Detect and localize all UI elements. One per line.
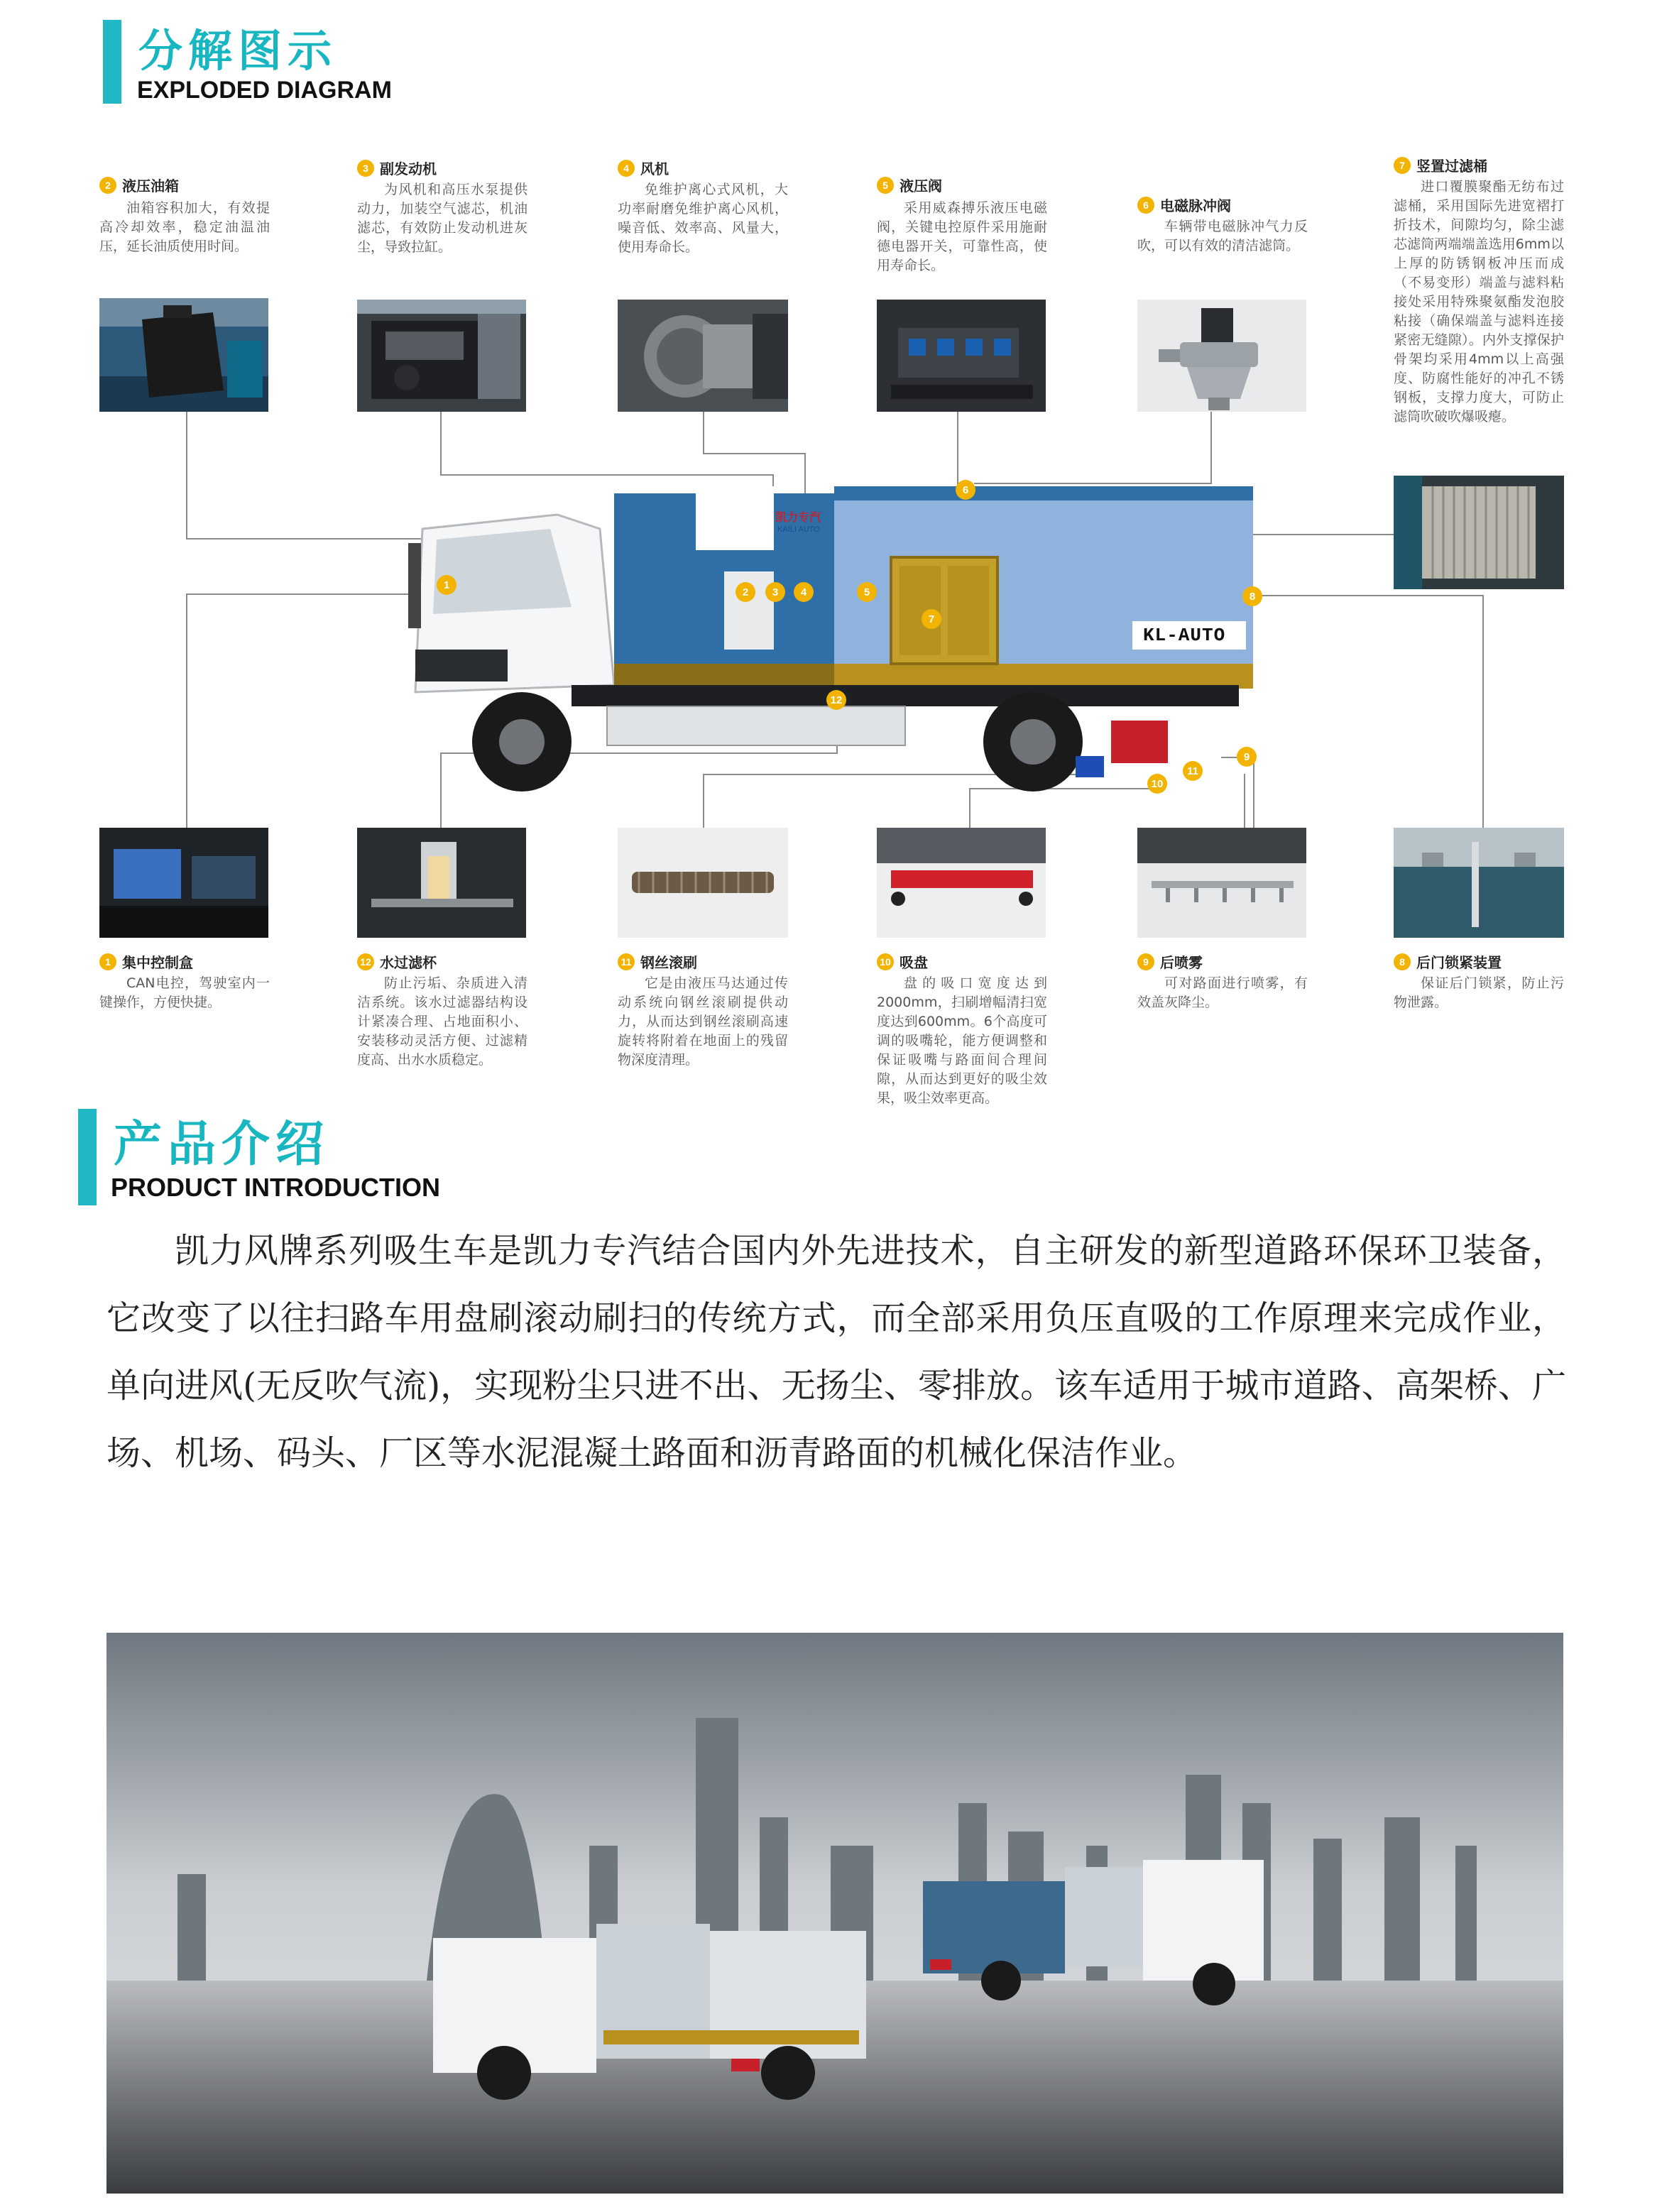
- rear-door-lock-image: [1394, 828, 1564, 938]
- photo-rear-door-lock: [1394, 828, 1564, 938]
- truck-badge-9: 9: [1237, 747, 1257, 767]
- number-badge: 8: [1394, 953, 1411, 970]
- photo-hydraulic-tank: [99, 298, 268, 412]
- number-badge: 1: [99, 953, 116, 970]
- photo-water-filter: [357, 828, 526, 938]
- photo-control-box: [99, 828, 268, 938]
- number-badge: 6: [1137, 197, 1154, 214]
- item-title-fan: [618, 158, 669, 178]
- item-desc-wire-brush: 它是由液压马达通过传动系统向钢丝滚刷提供动力，从而达到钢丝滚刷高速旋转将附着在地面上的残留物深度清理。: [618, 975, 788, 1068]
- item-title-wire-brush: [618, 951, 697, 972]
- item-title-control-box: [99, 951, 193, 972]
- connector-line: [186, 412, 187, 540]
- item-title-rear-spray: [1137, 951, 1203, 972]
- item-desc-aux-engine: 为风机和高压水泵提供动力，加装空气滤芯，机油滤芯，有效防止发动机进灰尘，导致拉缸。: [357, 182, 527, 255]
- hero-city-image: [106, 1633, 1563, 2194]
- item-title-text: 液压油箱: [122, 177, 179, 195]
- truck-badge-6: 6: [956, 480, 975, 500]
- number-badge: 9: [1137, 953, 1154, 970]
- truck-badge-12: 12: [826, 690, 846, 710]
- item-desc-control-box: CAN电控，驾驶室内一键操作，方便快捷。: [99, 975, 270, 1010]
- item-desc-water-filter: 防止污垢、杂质进入清洁系统。该水过滤器结构设计紧凑合理、占地面积小、安装移动灵活方便、过滤精度高、出水水质稳定。: [357, 975, 527, 1068]
- wire-brush-image: [618, 828, 788, 938]
- item-title-filter-drum: [1394, 155, 1487, 175]
- item-desc-filter-drum: 进口覆膜聚酯无纺布过滤桶，采用国际先进宽褶打折技术，间隙均匀，除尘滤芯滤筒两端端盖选用6mm以上厚的防锈钢板冲压而成（不易变形）端盖与滤料粘接处采用特殊聚氨酯发泡胶粘接（确保端盖与滤料连接紧密无缝隙）。内外支撑保护骨架均采用4mm以上高强度、防腐性能好的冲孔不锈钢板，支撑力度大，可防止滤筒吹破吹爆吸瘪。: [1394, 179, 1564, 425]
- photo-aux-engine: [357, 300, 526, 412]
- item-title-text: 后喷雾: [1160, 954, 1203, 971]
- item-title-water-filter: [357, 951, 437, 972]
- truck-badge-8: 8: [1242, 586, 1262, 606]
- number-badge: 2: [99, 177, 116, 194]
- item-title-rear-door-lock: [1394, 951, 1502, 972]
- photo-pulse-valve: [1137, 300, 1306, 412]
- item-title-text: 后门锁紧装置: [1416, 954, 1502, 971]
- number-badge: 7: [1394, 157, 1411, 174]
- number-badge: 12: [357, 953, 374, 970]
- photo-rear-spray: [1137, 828, 1306, 938]
- item-desc-suction-disc: 盘的吸口宽度达到2000mm，扫刷增幅清扫宽度达到600mm。6个高度可调的吸嘴轮，能方便调整和保证吸嘴与路面间合理间隙，从而达到更好的吸尘效果，吸尘效率更高。: [877, 975, 1047, 1106]
- item-desc-rear-door-lock: 保证后门锁紧，防止污物泄露。: [1394, 975, 1564, 1010]
- truck-brand-plate: KL-AUTO: [1143, 625, 1226, 646]
- truck-logo-sub: KAILI AUTO: [777, 525, 820, 534]
- truck-badge-2: 2: [736, 582, 755, 602]
- item-title-hydraulic-tank: [99, 175, 179, 195]
- number-badge: 5: [877, 177, 894, 194]
- truck-badge-3: 3: [765, 582, 785, 602]
- item-desc-hydraulic-tank: 油箱容积加大，有效提高冷却效率，稳定油温油压，延长油质使用时间。: [99, 200, 270, 254]
- item-title-text: 水过滤杯: [380, 954, 437, 971]
- photo-fan: [618, 300, 788, 412]
- hydraulic-tank-image: [99, 298, 268, 412]
- connector-line: [703, 412, 704, 454]
- item-title-text: 钢丝滚刷: [640, 954, 697, 971]
- hydraulic-valve-image: [877, 300, 1046, 412]
- item-title-text: 液压阀: [900, 177, 942, 195]
- connector-line: [1257, 595, 1484, 596]
- item-title-pulse-valve: [1137, 195, 1231, 215]
- truck-badge-1: 1: [437, 575, 456, 595]
- pulse-valve-image: [1137, 300, 1306, 412]
- item-title-text: 吸盘: [900, 954, 928, 971]
- item-title-hydraulic-valve: [877, 175, 942, 195]
- item-desc-pulse-valve: 车辆带电磁脉冲气力反吹，可以有效的清洁滤筒。: [1137, 219, 1308, 253]
- fan-image: [618, 300, 788, 412]
- truck-badge-11: 11: [1183, 761, 1203, 781]
- filter-drum-image: [1394, 476, 1564, 589]
- connector-line: [440, 412, 442, 476]
- product-title-en: PRODUCT INTRODUCTION: [111, 1173, 440, 1202]
- item-desc-rear-spray: 可对路面进行喷雾，有效盖灰降尘。: [1137, 975, 1308, 1010]
- exploded-title-cn: 分解图示: [138, 25, 338, 77]
- item-title-aux-engine: [357, 158, 437, 178]
- item-title-text: 风机: [640, 160, 669, 177]
- control-box-image: [99, 828, 268, 938]
- truck-badge-4: 4: [794, 582, 814, 602]
- photo-wire-brush: [618, 828, 788, 938]
- truck-badge-7: 7: [922, 609, 941, 629]
- exploded-title-en: EXPLODED DIAGRAM: [137, 77, 392, 104]
- section-accent-bar: [78, 1109, 97, 1205]
- water-filter-image: [357, 828, 526, 938]
- rear-spray-image: [1137, 828, 1306, 938]
- item-title-text: 竖置过滤桶: [1416, 158, 1487, 175]
- item-title-text: 副发动机: [380, 160, 437, 177]
- suction-disc-image: [877, 828, 1046, 938]
- truck-badge-5: 5: [857, 582, 877, 602]
- truck-illustration: [394, 472, 1267, 806]
- number-badge: 10: [877, 953, 894, 970]
- item-title-text: 电磁脉冲阀: [1160, 197, 1231, 214]
- connector-line: [1482, 595, 1484, 828]
- photo-suction-disc: [877, 828, 1046, 938]
- number-badge: 3: [357, 160, 374, 177]
- product-intro-paragraph: 凯力风牌系列吸生车是凯力专汽结合国内外先进技术，自主研发的新型道路环保环卫装备，它改变了以往扫路车用盘刷滚动刷扫的传统方式，而全部采用负压直吸的工作原理来完成作业，单向进风(无反吹气流)，实现粉尘只进不出、无扬尘、零排放。该车适用于城市道路、高架桥、广场、机场、码头、厂区等水泥混凝土路面和沥青路面的机械化保洁作业。: [106, 1231, 1566, 1473]
- photo-filter-drum: [1394, 476, 1564, 589]
- section-accent-bar: [103, 20, 121, 104]
- truck-logo-text: 凯力专汽: [775, 510, 821, 524]
- number-badge: 4: [618, 160, 635, 177]
- connector-line: [703, 453, 806, 454]
- connector-line: [186, 593, 187, 828]
- truck-badge-10: 10: [1147, 774, 1167, 794]
- aux-engine-image: [357, 300, 526, 412]
- photo-hydraulic-valve: [877, 300, 1046, 412]
- item-desc-hydraulic-valve: 采用威森搏乐液压电磁阀，关键电控原件采用施耐德电器开关，可靠性高，使用寿命长。: [877, 200, 1047, 273]
- item-title-suction-disc: [877, 951, 928, 972]
- number-badge: 11: [618, 953, 635, 970]
- item-title-text: 集中控制盒: [122, 954, 193, 971]
- hero-city-svg: [106, 1633, 1563, 2194]
- product-title-cn: 产品介绍: [114, 1117, 330, 1173]
- item-desc-fan: 免维护离心式风机，大功率耐磨免维护离心风机，噪音低、效率高、风量大，使用寿命长。: [618, 182, 788, 255]
- truck-svg: [394, 472, 1267, 806]
